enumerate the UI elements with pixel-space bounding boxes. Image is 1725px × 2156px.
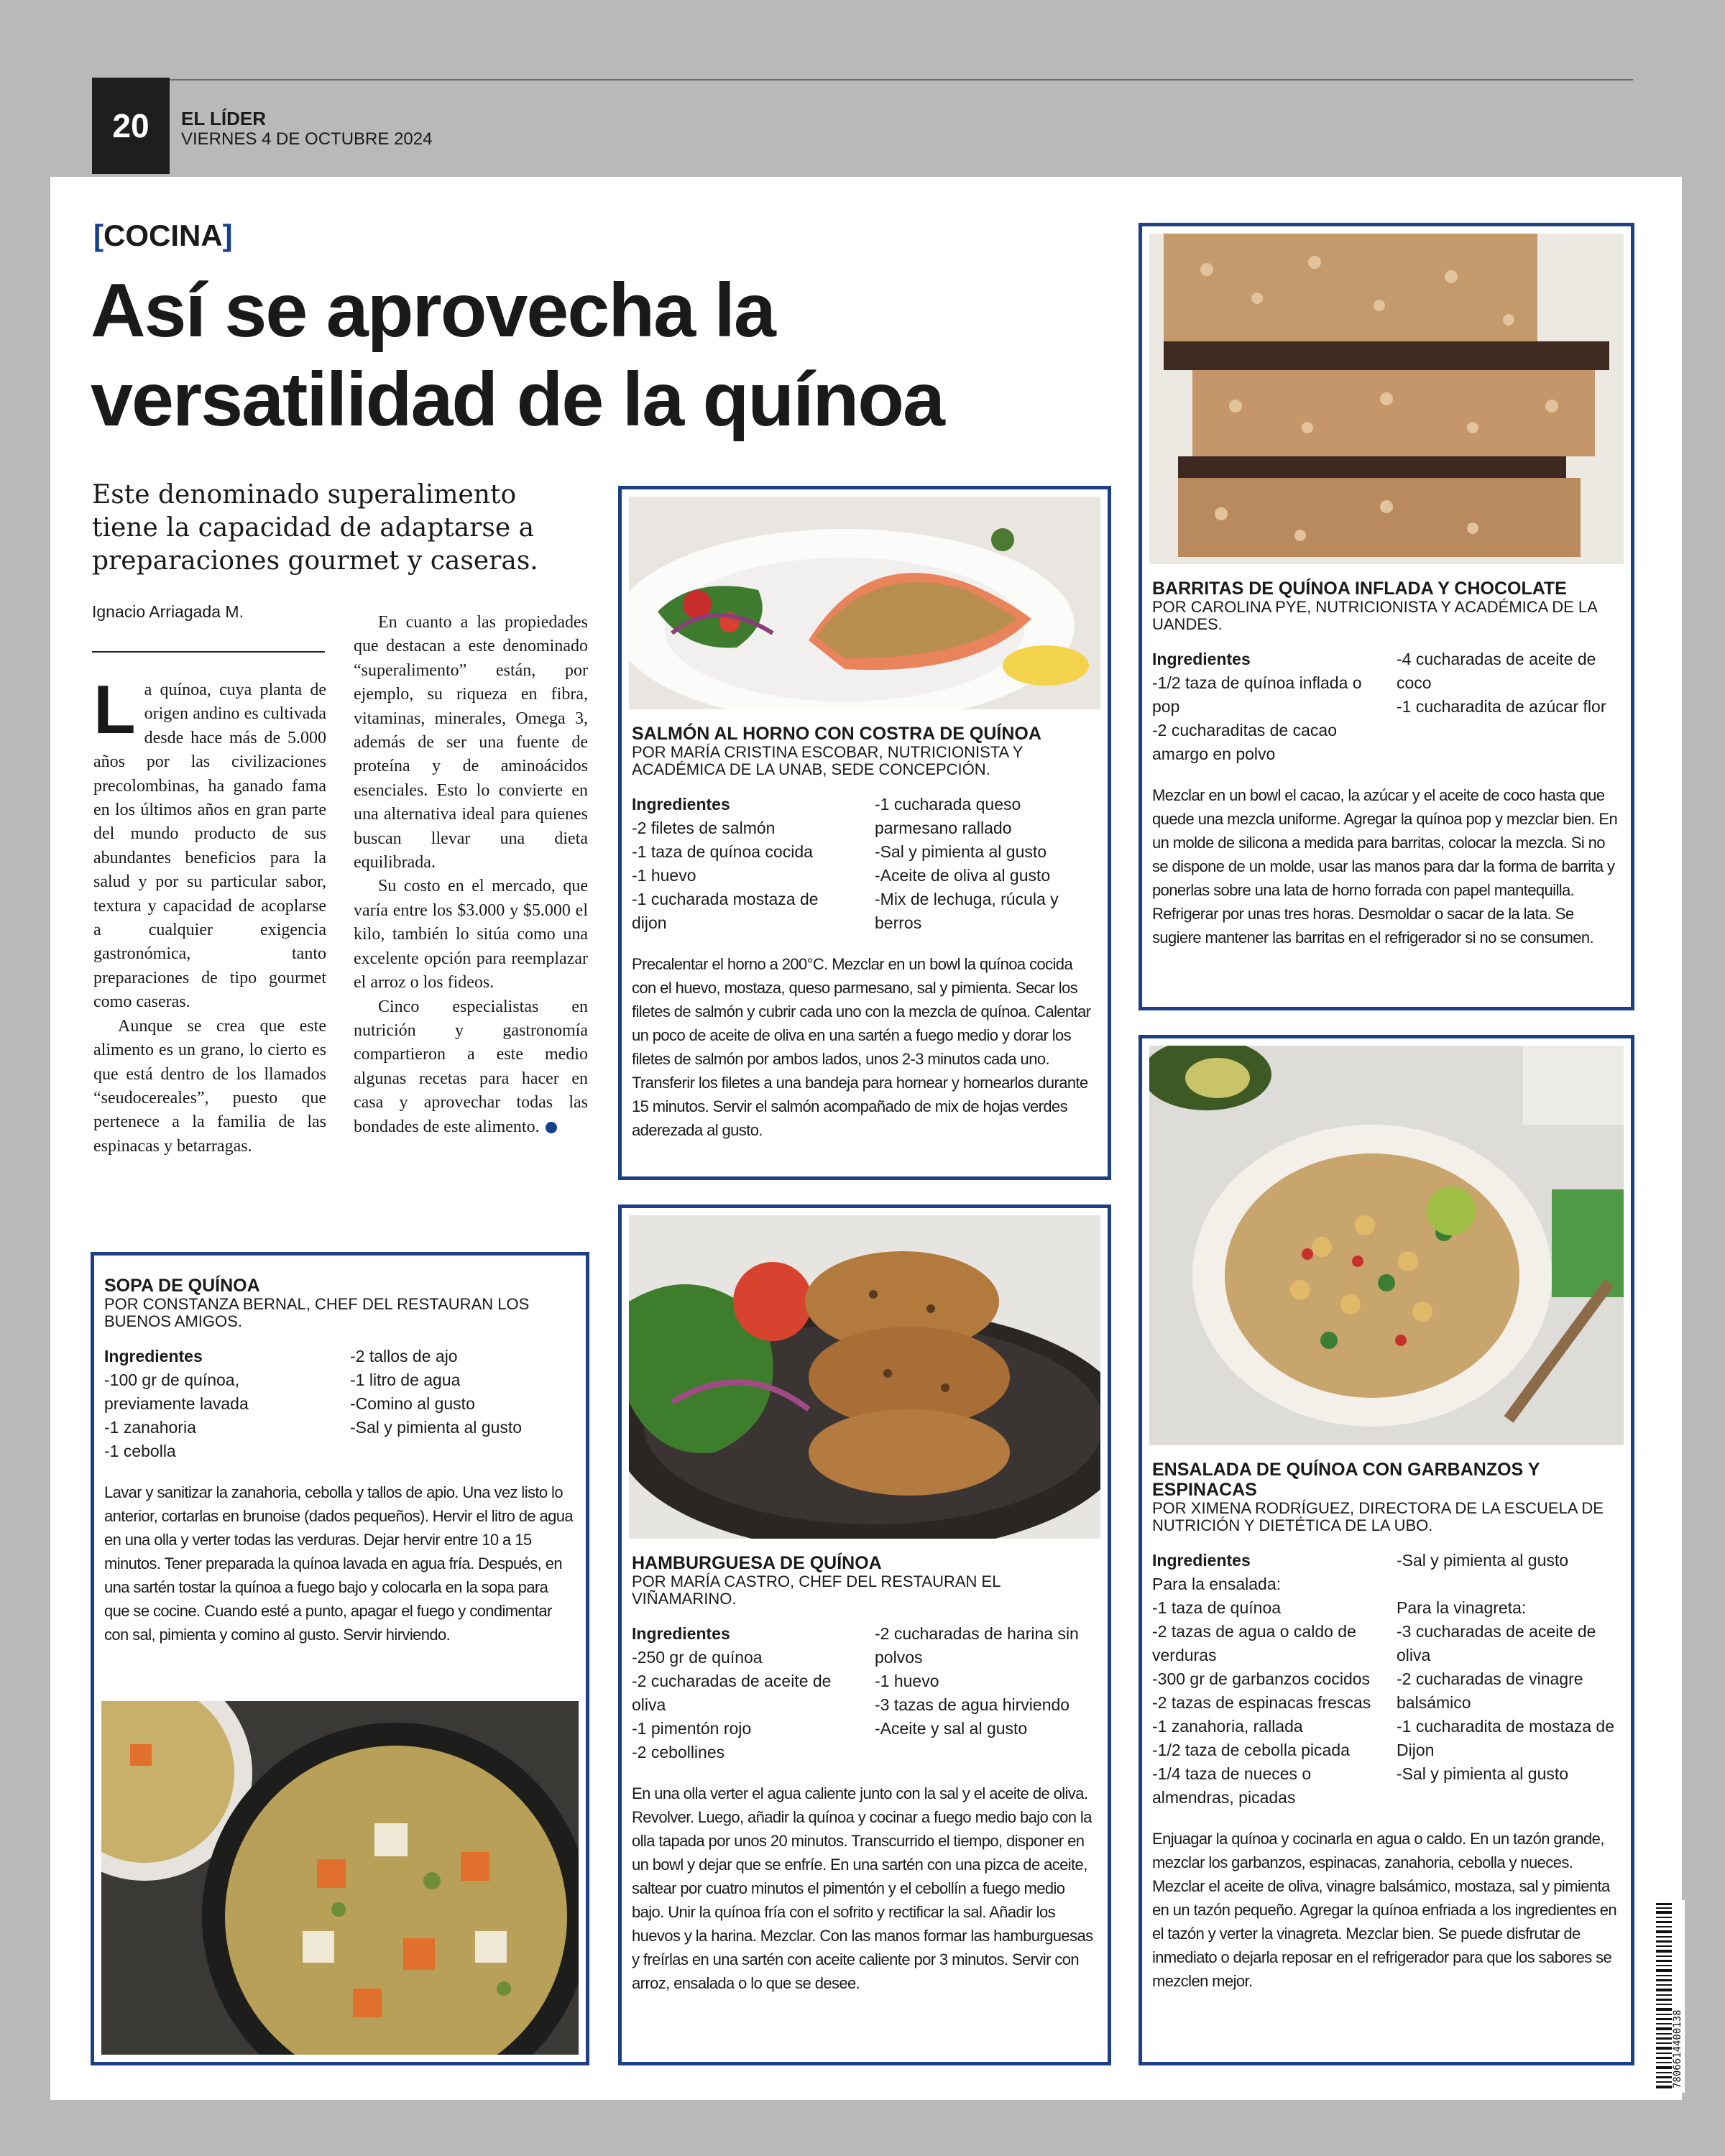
- barcode: [1653, 1900, 1685, 2093]
- byline: Ignacio Arriagada M.: [92, 602, 244, 621]
- article-paragraph: Su costo en el mercado, que varía entre los $3.000 y $5.000 el kilo, también lo sitúa como una excelente opción para reemplazar el arroz o los fideos.: [354, 877, 588, 992]
- ingredients-right: [350, 1345, 576, 1463]
- ingredient: -Comino al gusto: [350, 1394, 475, 1413]
- recipe-content: [632, 724, 1098, 1142]
- ingredient: -Sal y pimienta al gusto: [1397, 1551, 1569, 1570]
- ingredients-left: [1152, 1549, 1376, 1810]
- ingredient: -2 filetes de salmón: [632, 819, 776, 837]
- recipe-box-hamburguesa: [618, 1204, 1111, 2065]
- ingredients-left: [632, 1622, 855, 1764]
- sopa-photo: [101, 1701, 579, 2055]
- recipe-content: [632, 1553, 1098, 1995]
- ingredients: [632, 1622, 1098, 1764]
- ingredients-heading: Ingredientes: [632, 1624, 730, 1643]
- ingredient: -1 cebolla: [104, 1442, 176, 1460]
- ingredients: [1152, 648, 1621, 766]
- section-label: [COCINA]: [93, 218, 233, 252]
- recipe-steps: En una olla verter el agua caliente junto con la sal y el aceite de oliva. Revolver. Luego, añadir la quínoa y cocinar a fuego medio bajo con la olla tapada por unos 20 minutos. Transcurrido el tiempo, disponer en un bowl y dejar que se enfríe. En una sartén con una pizca de aceite, saltear por cuatro minutos el pimentón y el cebollín a fuego medio bajo. Unir la quínoa fría con el sofrito y rectificar la sal. Añadir los huevos y la harina. Mezclar. Con las manos formar las hamburguesas y freírlas en una sartén con aceite caliente por 3 minutos. Servir con arroz, ensalada o lo que se desee.: [632, 1784, 1093, 1992]
- end-mark-icon: [546, 1122, 557, 1133]
- ingredients-heading: Ingredientes: [632, 795, 730, 814]
- ingredient: -1 pimentón rojo: [632, 1719, 752, 1738]
- recipe-title: HAMBURGUESA DE QUÍNOA: [632, 1553, 882, 1573]
- recipe-box-salmon: [618, 486, 1111, 1180]
- barritas-photo: [1149, 234, 1624, 564]
- recipe-steps: Enjuagar la quínoa y cocinarla en agua o caldo. En un tazón grande, mezclar los garbanzos, espinacas, zanahoria, cebolla y nueces. Mezclar el aceite de oliva, vinagre balsámico, mostaza, sal y pimienta en un tazón pequeño. Agregar la quínoa enfriada a los ingredientes en el tazón y verter la vinagreta. Mezclar bien. Se puede disfrutar de inmediato o dejarla reposar en el refrigerador para que los sabores se mezclen mejor.: [1152, 1830, 1617, 1990]
- ingredient: -1 huevo: [632, 866, 696, 885]
- ingredients: [104, 1345, 576, 1463]
- page-number: 20: [92, 78, 170, 174]
- ingredient: -Aceite de oliva al gusto: [875, 866, 1051, 885]
- ingredient: -2 tazas de agua o caldo de verduras: [1152, 1622, 1356, 1664]
- ingredient: -2 cucharadas de harina sin polvos: [875, 1624, 1079, 1667]
- ingredient: -100 gr de quínoa, previamente lavada: [104, 1370, 249, 1413]
- hamburguesa-photo: [629, 1215, 1100, 1539]
- ingredients-heading: Ingredientes: [104, 1347, 203, 1365]
- ingredient: -1/4 taza de nueces o almendras, picadas: [1152, 1764, 1312, 1807]
- ingredient: -2 cebollines: [632, 1743, 725, 1761]
- recipe-box-sopa: [91, 1252, 589, 2065]
- recipe-box-barritas: [1138, 223, 1634, 1010]
- ingredient: -1 taza de quínoa cocida: [632, 842, 813, 861]
- ingredient: -250 gr de quínoa: [632, 1648, 763, 1667]
- article-column-1: [93, 671, 326, 1158]
- ingredients-right: [1397, 1549, 1621, 1810]
- ingredient: -1 cucharada queso parmesano rallado: [875, 795, 1021, 837]
- ingredient: -4 cucharadas de aceite de coco: [1397, 650, 1596, 692]
- ingredients: [632, 793, 1098, 935]
- publication-name: EL LÍDER: [181, 108, 266, 129]
- drop-cap: L: [93, 671, 136, 748]
- recipe-content: [1152, 1460, 1621, 1993]
- ingredients-right: [875, 1622, 1098, 1764]
- ingredients: [1152, 1549, 1621, 1810]
- byline-rule: [92, 651, 325, 653]
- ingredient: -Sal y pimienta al gusto: [1397, 1764, 1569, 1783]
- article-paragraph: Aunque se crea que este alimento es un grano, lo cierto es que está dentro de los llamados “seudocereales”, puesto que pertenece a la familia de las espinacas y betarragas.: [93, 1016, 326, 1156]
- recipe-content: [104, 1276, 576, 1646]
- article-column-2: [354, 611, 588, 1139]
- ingredient: -1 cucharadita de azúcar flor: [1397, 697, 1606, 716]
- ingredient: Para la ensalada:: [1152, 1575, 1282, 1593]
- ingredient: -300 gr de garbanzos cocidos: [1152, 1669, 1371, 1688]
- ingredient: -1/2 taza de quínoa inflada o pop: [1152, 673, 1362, 716]
- ingredient: -Aceite y sal al gusto: [875, 1719, 1028, 1738]
- salmon-photo: [629, 497, 1100, 709]
- recipe-title: BARRITAS DE QUÍNOA INFLADA Y CHOCOLATE: [1152, 579, 1567, 599]
- headline: Así se aprovecha la versatilidad de la quínoa: [91, 268, 944, 442]
- ingredient: -1 huevo: [875, 1672, 939, 1690]
- recipe-author: POR XIMENA RODRÍGUEZ, DIRECTORA DE LA ESCUELA DE NUTRICIÓN Y DIETÉTICA DE LA UBO.: [1152, 1499, 1604, 1534]
- recipe-author: POR MARÍA CRISTINA ESCOBAR, NUTRICIONISTA Y ACADÉMICA DE LA UNAB, SEDE CONCEPCIÓN.: [632, 743, 1023, 778]
- recipe-title: SALMÓN AL HORNO CON COSTRA DE QUÍNOA: [632, 724, 1041, 744]
- ingredient: -3 cucharadas de aceite de oliva: [1397, 1622, 1596, 1664]
- recipe-steps: Lavar y sanitizar la zanahoria, cebolla y tallos de apio. Una vez listo lo anterior, cortarlas en brunoise (dados pequeños). Hervir el litro de agua en una olla y verter todas las verduras. Dejar hervir entre 10 a 15 minutos. Tener preparada la quínoa lavada en agua fría. Después, en una sartén tostar la quínoa a fuego bajo y colocarla en la sopa para que se cocine. Cuando esté a punto, apagar el fuego y condimentar con sal, pimienta y comino al gusto. Servir hirviendo.: [104, 1483, 574, 1644]
- ingredients-heading: Ingredientes: [1152, 650, 1251, 668]
- header-rule: [170, 79, 1633, 80]
- ensalada-photo: [1149, 1046, 1624, 1445]
- article-paragraph: Cinco especialistas en nutrición y gastronomía compartieron a este medio algunas recetas para hacer en casa y aprovechar todas las bondades de este alimento.: [354, 997, 588, 1136]
- ingredient: -2 cucharaditas de cacao amargo en polvo: [1152, 721, 1337, 763]
- subheadline: Este denominado superalimento tiene la capacidad de adaptarse a preparaciones gourmet y caseras.: [92, 480, 538, 576]
- ingredients-right: [1397, 648, 1621, 766]
- ingredient: -2 tallos de ajo: [350, 1347, 458, 1365]
- recipe-steps: Mezclar en un bowl el cacao, la azúcar y el aceite de coco hasta que quede una mezcla uniforme. Agregar la quínoa pop y mezclar bien. En un molde de silicona a medida para barritas, colocar la mezcla. Si no se dispone de un molde, usar las manos para dar la forma de barrita y ponerlas sobre una lata de horno forrada con papel mantequilla. Refrigerar por unas tres horas. Desmoldar o sacar de la lata. Se sugiere mantener las barritas en el refrigerador si no se consumen.: [1152, 786, 1618, 946]
- ingredients-right: [875, 793, 1098, 935]
- article-paragraph: En cuanto a las propiedades que destacan a este denominado “superalimento” están, por ejemplo, su riqueza en fibra, vitaminas, minerales, Omega 3, además de ser una fuente de proteína y de aminoácidos esenciales. Esto lo convierte en una alternativa ideal para quienes buscan llevar una dieta equilibrada.: [354, 613, 588, 872]
- ingredient: -Mix de lechuga, rúcula y berros: [875, 890, 1059, 932]
- ingredient: -1 zanahoria: [104, 1418, 196, 1437]
- ingredient: -Sal y pimienta al gusto: [350, 1418, 523, 1437]
- ingredient: Para la vinagreta:: [1397, 1598, 1527, 1617]
- recipe-title: SOPA DE QUÍNOA: [104, 1276, 260, 1296]
- ingredient: -1 cucharada mostaza de dijon: [632, 890, 819, 932]
- ingredient: -3 tazas de agua hirviendo: [875, 1695, 1070, 1714]
- ingredient: -1 zanahoria, rallada: [1152, 1717, 1303, 1736]
- ingredient: -1 litro de agua: [350, 1370, 461, 1389]
- ingredient: -1 cucharadita de mostaza de Dijon: [1397, 1717, 1615, 1759]
- article-paragraph: La quínoa, cuya planta de origen andino es cultivada desde hace más de 5.000 años por las civilizaciones precolombinas, ha ganado fama en los últimos años en gran parte del mundo producto de sus abundantes beneficios para la salud y por su particular sabor, textura y capacidad de acoplarse a cualquier exigencia gastronómica, tanto preparaciones de tipo gourmet como caseras.: [93, 671, 326, 1012]
- recipe-author: POR CAROLINA PYE, NUTRICIONISTA Y ACADÉMICA DE LA UANDES.: [1152, 598, 1597, 633]
- barcode-number: 7806614400138: [1672, 2009, 1683, 2088]
- ingredient: -Sal y pimienta al gusto: [875, 842, 1047, 861]
- recipe-author: POR CONSTANZA BERNAL, CHEF DEL RESTAURAN LOS BUENOS AMIGOS.: [104, 1295, 530, 1330]
- ingredient: -1/2 taza de cebolla picada: [1152, 1741, 1350, 1759]
- ingredient: -2 tazas de espinacas frescas: [1152, 1693, 1371, 1712]
- recipe-author: POR MARÍA CASTRO, CHEF DEL RESTAURAN EL VIÑAMARINO.: [632, 1572, 1000, 1608]
- recipe-title: ENSALADA DE QUÍNOA CON GARBANZOS Y ESPINACAS: [1152, 1460, 1540, 1500]
- ingredient: -2 cucharadas de vinagre balsámico: [1397, 1669, 1583, 1712]
- ingredients-left: [1152, 648, 1376, 766]
- recipe-box-ensalada: [1138, 1035, 1634, 2065]
- ingredient: -2 cucharadas de aceite de oliva: [632, 1672, 832, 1714]
- ingredients-left: [632, 793, 855, 935]
- ingredients-heading: Ingredientes: [1152, 1551, 1251, 1570]
- publication-date: VIERNES 4 DE OCTUBRE 2024: [181, 129, 433, 149]
- recipe-steps: Precalentar el horno a 200°C. Mezclar en un bowl la quínoa cocida con el huevo, mostaza, queso parmesano, sal y pimienta. Secar los filetes de salmón y cubrir cada uno con la mezcla de quínoa. Calentar un poco de aceite de oliva en una sartén a fuego medio y dorar los filetes de salmón por ambos lados, unos 2-3 minutos cada uno. Transferir los filetes a una bandeja para hornear y hornearlos durante 15 minutos. Servir el salmón acompañado de mix de hojas verdes aderezada al gusto.: [632, 955, 1091, 1139]
- ingredients-left: [104, 1345, 330, 1463]
- recipe-content: [1152, 579, 1621, 949]
- ingredient: -1 taza de quínoa: [1152, 1598, 1282, 1617]
- ingredient-spacer: [1397, 1572, 1621, 1596]
